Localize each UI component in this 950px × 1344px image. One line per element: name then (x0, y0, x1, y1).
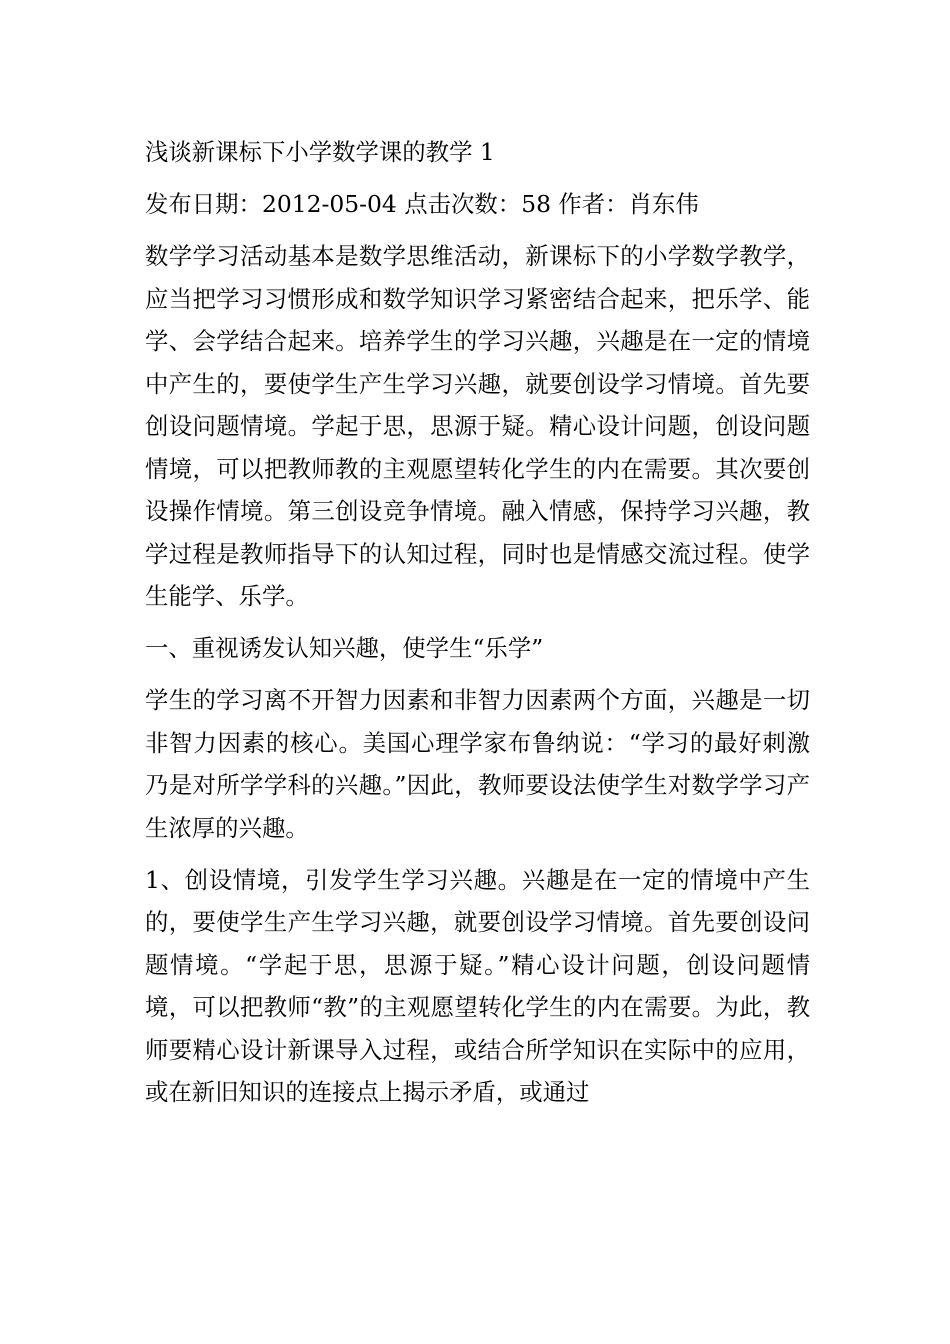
document-body (145, 131, 810, 1123)
body-paragraph-item-1: 1、创设情境，引发学生学习兴趣。兴趣是在一定的情境中产生的，要使学生产生学习兴趣，就要创设学习情境。首先要创设问题情境。“学起于思，思源于疑。”精心设计问题，创设问题情境，可以把教师“教”的主观愿望转化学生的内在需要。为此，教师要精心设计新课导入过程，或结合所学知识在实际中的应用，或在新旧知识的连接点上揭示矛盾，或通过 (145, 865, 810, 1106)
body-paragraph-interest: 学生的学习离不开智力因素和非智力因素两个方面，兴趣是一切非智力因素的核心。美国心理学家布鲁纳说：“学习的最好刺激乃是对所学学科的兴趣。”因此，教师要设法使学生对数学学习产生浓厚的兴趣。 (145, 686, 810, 842)
document-title: 浅谈新课标下小学数学课的教学 1 (145, 138, 495, 166)
section-heading-1: 一、重视诱发认知兴趣，使学生“乐学” (145, 634, 544, 662)
document-meta-line: 发布日期：2012-05-04 点击次数：58 作者：肖东伟 (145, 190, 699, 218)
body-paragraph-intro: 数学学习活动基本是数学思维活动，新课标下的小学数学教学，应当把学习习惯形成和数学知识学习紧密结合起来，把乐学、能学、会学结合起来。培养学生的学习兴趣，兴趣是在一定的情境中产生的，要使学生产生学习兴趣，就要创设学习情境。首先要创设问题情境。学起于思，思源于疑。精心设计问题，创设问题情境，可以把教师教的主观愿望转化学生的内在需要。其次要创设操作情境。第三创设竞争情境。融入情感，保持学习兴趣，教学过程是教师指导下的认知过程，同时也是情感交流过程。使学生能学、乐学。 (145, 242, 810, 610)
